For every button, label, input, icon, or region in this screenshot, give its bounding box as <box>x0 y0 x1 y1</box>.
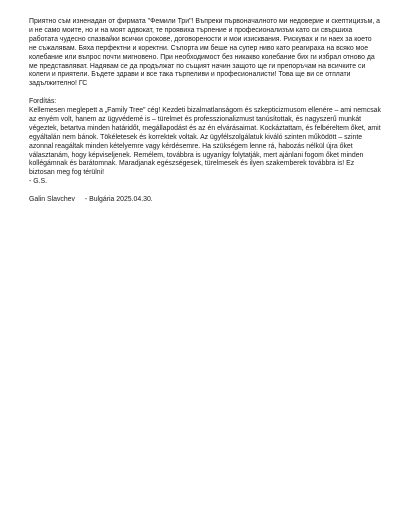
hungarian-initials: - G.S. <box>29 178 47 186</box>
bulgarian-review-text: Приятно съм изненадан от фирмата "Фемили Три"! Въпреки първоначалното ми недоверие и скептицизъм, а и не само моите, но и на моят адвокат, те проявиха търпение и професионализъм като си свършиха работата чудесно спазвайки всички срокове, договорености и мои изисквания. Рискувах и ги наех за което не съжалявам. Бяха перфектни и коректни. Съпорта им беше на супер ниво като реагираха на всяко мое колебание или въпрос почти мигновено. При необходимост без никакво колебание бих ги избрал отново да ме представляват. Надявам се да продължат по същият начин защото ще ги препоръчам на всичките си колеги и приятели. Бъдете здрави и все така търпеливи и професионалисти! Това ще ви се отплати задължително! ГС <box>29 18 381 88</box>
paragraph-gap <box>29 89 381 98</box>
hungarian-review-text: Kellemesen meglepett a „Family Tree” cég! Kezdeti bizalmatlanságom és szkepticizmusom ellenére – ami nemcsak az enyém volt, hanem az ügyvédemé is – türelmet és professzionalizmust tanúsítottak, és nagyszerű munkát végeztek, betartva minden határidőt, megállapodást és az én elvárásaimat. Kockáztattam, és felbéreltem őket, amit egyáltalán nem bánok. Tökéletesek és korrektek voltak. Az ügyfélszolgálatuk kiváló szinten működött – szinte azonnal reagáltak minden kételyemre vagy kérdésemre. Ha szükségem lenne rá, habozás nélkül újra őket választanám, hogy képviseljenek. Remélem, továbbra is ugyanígy folytatják, mert ajánlani fogom őket minden kollégámnak és barátomnak. Maradjanak egészségesek, türelmesek és ilyen szakemberek továbbra is! Ez biztosan meg fog térülni! <box>29 107 381 177</box>
translation-label: Fordítás: <box>29 98 57 106</box>
signature-line <box>29 196 381 205</box>
paragraph-gap <box>29 187 381 196</box>
signature-place-date: - Bulgária 2025.04.30. <box>84 196 153 204</box>
signature-name: Galin Slavchev <box>29 196 75 204</box>
review-document <box>29 18 381 205</box>
